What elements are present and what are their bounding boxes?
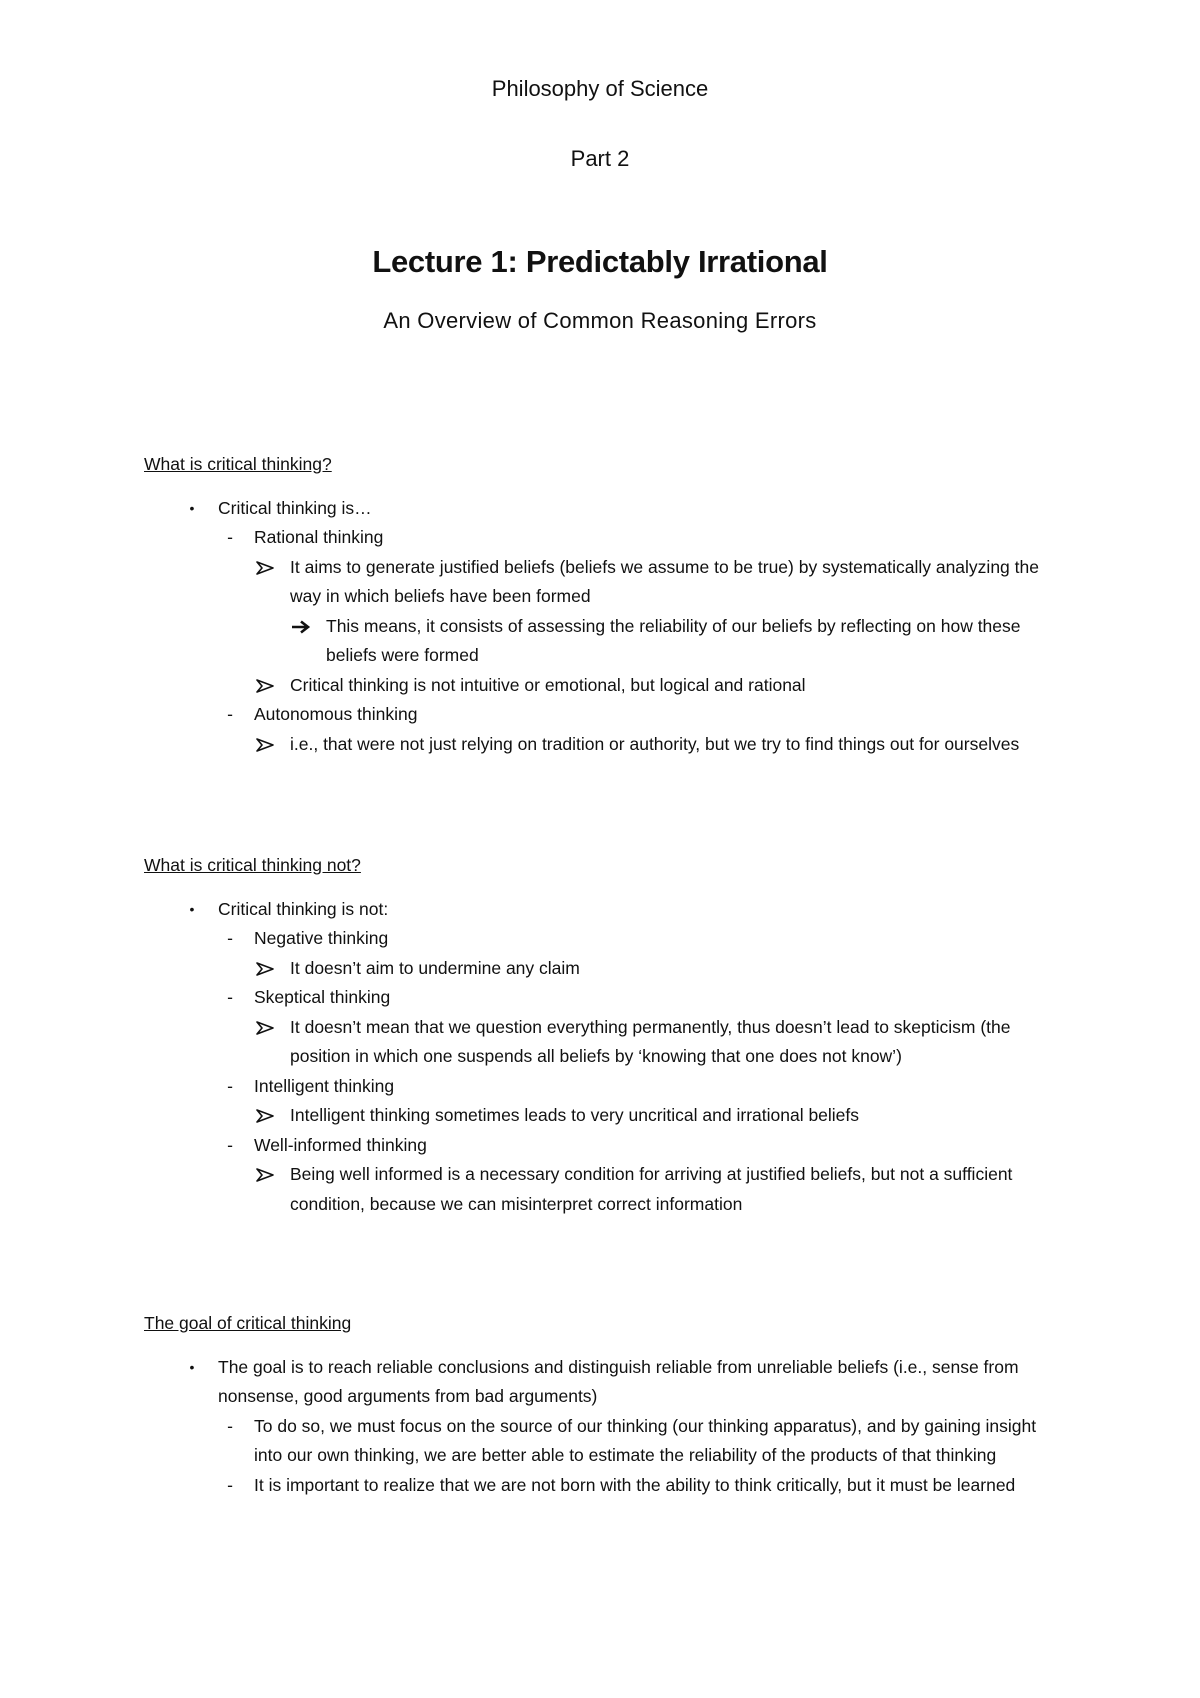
arrowhead-bullet-icon: [256, 679, 274, 693]
dash-text: Skeptical thinking: [254, 987, 391, 1007]
arrow-item: [144, 553, 1064, 612]
dash-text: It is important to realize that we are not born with the ability to think critically, but it must be learned: [254, 1474, 1016, 1495]
arrow-text: Intelligent thinking sometimes leads to very uncritical and irrational beliefs: [290, 1105, 860, 1125]
arrow-item: [144, 1160, 1064, 1219]
arrowhead-bullet-icon: [256, 561, 274, 575]
dash-text: Well-informed thinking: [254, 1134, 427, 1155]
dash-marker: -: [227, 928, 233, 948]
dash-item: [144, 1131, 1064, 1161]
arrow-text: It doesn’t mean that we question everything permanently, thus doesn’t lead to skepticism (the position in which one suspends all beliefs by ‘knowing that one does not know’): [290, 1016, 1011, 1066]
dash-marker: -: [227, 527, 233, 547]
arrow-item: [144, 1101, 1064, 1131]
arrow-item: [144, 1013, 1064, 1072]
dash-text: Intelligent thinking: [254, 1075, 395, 1096]
arrowhead-bullet-icon: [256, 738, 274, 752]
course-title: Philosophy of Science: [491, 76, 709, 101]
bullet-item: [144, 895, 1064, 925]
arrow-text: Being well informed is a necessary condition for arriving at justified beliefs, but not a sufficient condition, because we can misinterpret correct information: [290, 1164, 1013, 1214]
dash-marker: -: [227, 704, 233, 724]
section-what-is-critical-thinking-not: [144, 851, 1064, 1219]
dash-marker: -: [227, 1075, 233, 1096]
arrowhead-bullet-icon: [256, 1168, 274, 1182]
arrow-text: Critical thinking is not intuitive or emotional, but logical and rational: [290, 674, 806, 695]
dash-marker: -: [227, 1134, 233, 1155]
bullet-text: Critical thinking is not:: [218, 898, 389, 919]
bullet-marker: •: [189, 900, 195, 917]
dash-text: Negative thinking: [254, 928, 389, 948]
dash-marker: -: [227, 987, 233, 1007]
section-what-is-critical-thinking: [144, 450, 1064, 759]
section-heading: What is critical thinking not?: [144, 855, 361, 875]
dash-item: [144, 924, 1064, 954]
lecture-subtitle: An Overview of Common Reasoning Errors: [383, 308, 817, 333]
bullet-marker: •: [189, 1358, 195, 1375]
bullet-text: Critical thinking is…: [218, 497, 372, 518]
section-heading: The goal of critical thinking: [144, 1313, 352, 1333]
bullet-marker: •: [189, 499, 195, 516]
arrowhead-bullet-icon: [256, 1109, 274, 1123]
dash-item: [144, 1412, 1064, 1471]
arrow-item: [144, 730, 1064, 760]
arrowhead-bullet-icon: [256, 962, 274, 976]
dash-text: Rational thinking: [254, 527, 384, 547]
section-goal-of-critical-thinking: [144, 1309, 1064, 1500]
dash-text: Autonomous thinking: [254, 704, 418, 724]
dash-item: [144, 1072, 1064, 1102]
dash-marker: -: [227, 1474, 233, 1495]
dash-text: To do so, we must focus on the source of our thinking (our thinking apparatus), and by gaining insight into our own thinking, we are better able to estimate the reliability of the products of that thinking: [254, 1415, 1037, 1465]
dash-item: [144, 983, 1064, 1013]
arrow-item: [144, 671, 1064, 701]
dash-marker: -: [227, 1415, 233, 1436]
bullet-item: [144, 494, 1064, 524]
sub-arrow-text: This means, it consists of assessing the reliability of our beliefs by reflecting on how these beliefs were formed: [326, 615, 1021, 665]
arrow-text: It doesn’t aim to undermine any claim: [290, 957, 580, 978]
section-heading: What is critical thinking?: [144, 454, 332, 474]
arrowhead-bullet-icon: [256, 1021, 274, 1035]
bullet-text: The goal is to reach reliable conclusions and distinguish reliable from unreliable beliefs (i.e., sense from nonsense, good arguments from bad arguments): [218, 1356, 1019, 1406]
dash-item: [144, 700, 1064, 730]
sub-arrow-item: [144, 612, 1064, 671]
bullet-item: [144, 1353, 1064, 1412]
arrow-text: i.e., that were not just relying on tradition or authority, but we try to find things out for ourselves: [290, 733, 1020, 754]
lecture-title: Lecture 1: Predictably Irrational: [372, 244, 828, 279]
dash-item: [144, 523, 1064, 553]
part-label: Part 2: [570, 146, 630, 171]
arrow-text: It aims to generate justified beliefs (beliefs we assume to be true) by systematically analyzing the way in which beliefs have been formed: [290, 556, 1039, 606]
arrow-item: [144, 954, 1064, 984]
dash-item: [144, 1471, 1064, 1501]
right-arrow-icon: [291, 620, 311, 634]
